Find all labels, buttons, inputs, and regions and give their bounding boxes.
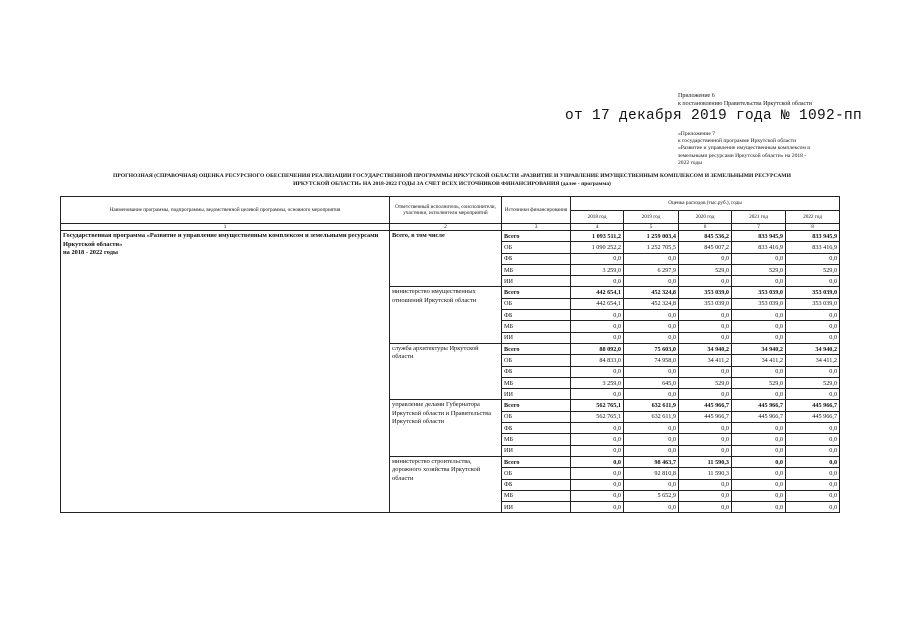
amount-cell: 0,0 [786, 479, 840, 490]
amount-cell: 0,0 [732, 502, 786, 513]
amount-cell: 0,0 [624, 321, 679, 332]
funding-source-cell: МБ [502, 377, 571, 388]
funding-source-cell: ФБ [502, 253, 571, 264]
amount-cell: 0,0 [624, 310, 679, 321]
amount-cell: 0,0 [786, 276, 840, 287]
amount-cell: 445 966,7 [786, 400, 840, 411]
amount-cell: 34 411,2 [786, 355, 840, 366]
amount-cell: 0,0 [679, 445, 732, 456]
amount-cell: 452 324,8 [624, 287, 679, 298]
amount-cell: 1 252 705,5 [624, 242, 679, 253]
amount-cell: 562 765,1 [571, 400, 624, 411]
funding-source-cell: Всего [502, 400, 571, 411]
amount-cell: 632 611,9 [624, 400, 679, 411]
amount-cell: 34 411,2 [679, 355, 732, 366]
amount-cell: 0,0 [571, 366, 624, 377]
amount-cell: 529,0 [732, 264, 786, 275]
funding-source-cell: ФБ [502, 423, 571, 434]
amount-cell: 529,0 [679, 377, 732, 388]
amount-cell: 0,0 [732, 490, 786, 501]
table-body [61, 197, 840, 513]
amount-cell: 0,0 [732, 479, 786, 490]
program-name-cell [61, 231, 390, 513]
amount-cell: 452 324,8 [624, 298, 679, 309]
amount-cell: 34 940,2 [732, 343, 786, 354]
funding-source-cell: ИИ [502, 389, 571, 400]
amount-cell: 445 966,7 [679, 400, 732, 411]
amount-cell: 0,0 [571, 389, 624, 400]
amount-cell: 0,0 [679, 389, 732, 400]
funding-source-cell: Всего [502, 287, 571, 298]
header-year-2020: 2020 год [679, 211, 732, 224]
amount-cell: 0,0 [732, 310, 786, 321]
amount-cell: 0,0 [679, 332, 732, 343]
funding-source-cell: ФБ [502, 310, 571, 321]
resource-estimate-table [60, 196, 840, 513]
amount-cell: 0,0 [732, 468, 786, 479]
amount-cell: 11 590,3 [679, 456, 732, 467]
header-row-1 [61, 197, 840, 211]
amount-cell: 0,0 [624, 253, 679, 264]
header-year-2019: 2019 год [624, 211, 679, 224]
amount-cell: 0,0 [786, 456, 840, 467]
amount-cell: 1 093 511,2 [571, 231, 624, 242]
column-index: 7 [732, 224, 786, 231]
program-name: Государственная программа «Развитие и управление имущественным комплексом и земельными ресурсами Иркутской области» [63, 232, 379, 248]
amount-cell: 0,0 [571, 479, 624, 490]
funding-source-cell: МБ [502, 490, 571, 501]
amount-cell: 0,0 [786, 445, 840, 456]
header-executor: Ответственный исполнитель, соисполнители, участники, исполнители мероприятий [390, 197, 502, 224]
amount-cell: 0,0 [786, 321, 840, 332]
amount-cell: 0,0 [571, 490, 624, 501]
amount-cell: 1 259 003,4 [624, 231, 679, 242]
amount-cell: 34 411,2 [732, 355, 786, 366]
amount-cell: 353 039,0 [786, 287, 840, 298]
amount-cell: 88 092,0 [571, 343, 624, 354]
amount-cell: 0,0 [571, 332, 624, 343]
amount-cell: 445 966,7 [679, 411, 732, 422]
amount-cell: 0,0 [732, 332, 786, 343]
amount-cell: 833 945,9 [786, 231, 840, 242]
funding-source-cell: ИИ [502, 502, 571, 513]
amount-cell: 0,0 [571, 434, 624, 445]
amount-cell: 0,0 [679, 490, 732, 501]
amount-cell: 0,0 [732, 253, 786, 264]
funding-source-cell: ФБ [502, 366, 571, 377]
amount-cell: 0,0 [679, 276, 732, 287]
amount-cell: 445 966,7 [732, 411, 786, 422]
amount-cell: 353 039,0 [732, 287, 786, 298]
funding-source-cell: МБ [502, 321, 571, 332]
funding-source-cell: МБ [502, 264, 571, 275]
amount-cell: 34 940,2 [679, 343, 732, 354]
document-title-line-2: ИРКУТСКОЙ ОБЛАСТИ» НА 2018-2022 ГОДЫ ЗА СЧЕТ ВСЕХ ИСТОЧНИКОВ ФИНАНСИРОВАНИЯ (далее - программа) [293, 180, 611, 187]
amount-cell: 84 833,0 [571, 355, 624, 366]
funding-source-cell: Всего [502, 231, 571, 242]
funding-source-cell: ОБ [502, 298, 571, 309]
amount-cell: 0,0 [732, 434, 786, 445]
amount-cell: 0,0 [786, 389, 840, 400]
amount-cell: 3 259,0 [571, 264, 624, 275]
resolution-date-line: от 17 декабря 2019 года № 1092-пп [565, 108, 863, 124]
amount-cell: 0,0 [571, 423, 624, 434]
funding-source-cell: ОБ [502, 355, 571, 366]
amount-cell: 0,0 [786, 434, 840, 445]
amount-cell: 0,0 [679, 310, 732, 321]
document-title-line-1: ПРОГНОЗНАЯ (СПРАВОЧНАЯ) ОЦЕНКА РЕСУРСНОГО ОБЕСПЕЧЕНИЯ РЕАЛИЗАЦИИ ГОСУДАРСТВЕННОЙ ПРОГРАММЫ ИРКУТСКОЙ ОБЛАСТИ «РАЗВИТИЕ И УПРАВЛЕНИЕ ИМУЩЕСТВЕННЫМ КОМПЛЕКСОМ И ЗЕМЕЛЬНЫМИ РЕСУРСАМИ [113, 173, 791, 179]
funding-source-cell: Всего [502, 343, 571, 354]
header-estimate: Оценка расходов (тыс.руб.), годы [571, 197, 840, 211]
amount-cell: 0,0 [679, 423, 732, 434]
table-row [61, 231, 840, 242]
funding-source-cell: ФБ [502, 479, 571, 490]
amount-cell: 0,0 [679, 366, 732, 377]
amount-cell: 0,0 [624, 445, 679, 456]
header-program-name: Наименование программы, подпрограммы, ведомственной целевой программы, основного мероприятия [61, 197, 390, 224]
executor-cell: министерство имущественных отношений Иркутской области [390, 287, 502, 343]
funding-source-cell: ОБ [502, 411, 571, 422]
amount-cell: 833 416,9 [732, 242, 786, 253]
amount-cell: 529,0 [786, 264, 840, 275]
amount-cell: 442 654,1 [571, 298, 624, 309]
amount-cell: 445 966,7 [786, 411, 840, 422]
amount-cell: 74 958,0 [624, 355, 679, 366]
funding-source-cell: МБ [502, 434, 571, 445]
amount-cell: 0,0 [732, 445, 786, 456]
amount-cell: 529,0 [732, 377, 786, 388]
amount-cell: 6 297,9 [624, 264, 679, 275]
amount-cell: 0,0 [732, 389, 786, 400]
amount-cell: 0,0 [732, 456, 786, 467]
amount-cell: 5 652,9 [624, 490, 679, 501]
executor-cell: Всего, в том числе [390, 231, 502, 287]
amount-cell: 845 536,2 [679, 231, 732, 242]
executor-cell: управление делами Губернатора Иркутской области и Правительства Иркутской области [390, 400, 502, 456]
funding-source-cell: ИИ [502, 276, 571, 287]
amount-cell: 353 039,0 [786, 298, 840, 309]
amount-cell: 845 007,2 [679, 242, 732, 253]
funding-source-cell: Всего [502, 456, 571, 467]
amount-cell: 0,0 [571, 468, 624, 479]
amount-cell: 3 259,0 [571, 377, 624, 388]
amount-cell: 562 765,1 [571, 411, 624, 422]
amount-cell: 442 654,1 [571, 287, 624, 298]
amount-cell: 833 945,9 [732, 231, 786, 242]
column-index: 6 [679, 224, 732, 231]
amount-cell: 11 590,3 [679, 468, 732, 479]
amount-cell: 353 039,0 [679, 287, 732, 298]
column-index: 4 [571, 224, 624, 231]
amount-cell: 0,0 [732, 423, 786, 434]
amount-cell: 0,0 [624, 479, 679, 490]
amount-cell: 0,0 [786, 253, 840, 264]
executor-cell: служба архитектуры Иркутской области [390, 343, 502, 399]
amount-cell: 529,0 [679, 264, 732, 275]
column-index: 3 [502, 224, 571, 231]
amount-cell: 833 416,9 [786, 242, 840, 253]
header-year-2021: 2021 год [732, 211, 786, 224]
amount-cell: 0,0 [624, 434, 679, 445]
amount-cell: 0,0 [732, 276, 786, 287]
amount-cell: 98 463,7 [624, 456, 679, 467]
amount-cell: 0,0 [786, 502, 840, 513]
appendix-6-caption: Приложение 6 к постановлению Правительства Иркутской области [678, 93, 812, 107]
amount-cell: 0,0 [679, 502, 732, 513]
funding-source-cell: ИИ [502, 332, 571, 343]
amount-cell: 0,0 [571, 253, 624, 264]
amount-cell: 0,0 [679, 434, 732, 445]
amount-cell: 0,0 [624, 332, 679, 343]
amount-cell: 0,0 [571, 445, 624, 456]
amount-cell: 0,0 [571, 276, 624, 287]
column-index: 5 [624, 224, 679, 231]
amount-cell: 0,0 [624, 423, 679, 434]
amount-cell: 75 603,0 [624, 343, 679, 354]
executor-cell: министерство строительства, дорожного хозяйства Иркутской области [390, 456, 502, 512]
amount-cell: 92 810,8 [624, 468, 679, 479]
amount-cell: 645,0 [624, 377, 679, 388]
funding-source-cell: ОБ [502, 242, 571, 253]
amount-cell: 0,0 [624, 502, 679, 513]
document-title [62, 173, 842, 188]
amount-cell: 0,0 [786, 332, 840, 343]
header-source: Источники финансирования [502, 197, 571, 224]
amount-cell: 353 039,0 [679, 298, 732, 309]
header-year-2022: 2022 год [786, 211, 840, 224]
amount-cell: 529,0 [786, 377, 840, 388]
amount-cell: 0,0 [786, 366, 840, 377]
amount-cell: 0,0 [786, 310, 840, 321]
funding-source-cell: ИИ [502, 445, 571, 456]
column-index-row [61, 224, 840, 231]
amount-cell: 632 611,9 [624, 411, 679, 422]
amount-cell: 0,0 [571, 502, 624, 513]
program-period: на 2018 - 2022 годы [63, 249, 118, 256]
amount-cell: 0,0 [679, 479, 732, 490]
amount-cell: 0,0 [786, 490, 840, 501]
amount-cell: 34 940,2 [786, 343, 840, 354]
appendix-7-caption: «Приложение 7 к государственной программе Иркутской области «Развитие и управление имущественным комплексом и земельными ресурсами Иркутской области» на 2018 - 2022 годы [678, 131, 811, 166]
amount-cell: 0,0 [679, 253, 732, 264]
header-year-2018: 2018 год [571, 211, 624, 224]
amount-cell: 353 039,0 [732, 298, 786, 309]
funding-source-cell: ОБ [502, 468, 571, 479]
column-index: 1 [61, 224, 390, 231]
amount-cell: 0,0 [732, 366, 786, 377]
amount-cell: 0,0 [679, 321, 732, 332]
amount-cell: 0,0 [571, 456, 624, 467]
column-index: 2 [390, 224, 502, 231]
amount-cell: 445 966,7 [732, 400, 786, 411]
amount-cell: 0,0 [571, 321, 624, 332]
amount-cell: 0,0 [786, 423, 840, 434]
amount-cell: 0,0 [732, 321, 786, 332]
amount-cell: 0,0 [624, 366, 679, 377]
amount-cell: 0,0 [571, 310, 624, 321]
column-index: 8 [786, 224, 840, 231]
amount-cell: 1 090 252,2 [571, 242, 624, 253]
amount-cell: 0,0 [786, 468, 840, 479]
amount-cell: 0,0 [624, 389, 679, 400]
amount-cell: 0,0 [624, 276, 679, 287]
